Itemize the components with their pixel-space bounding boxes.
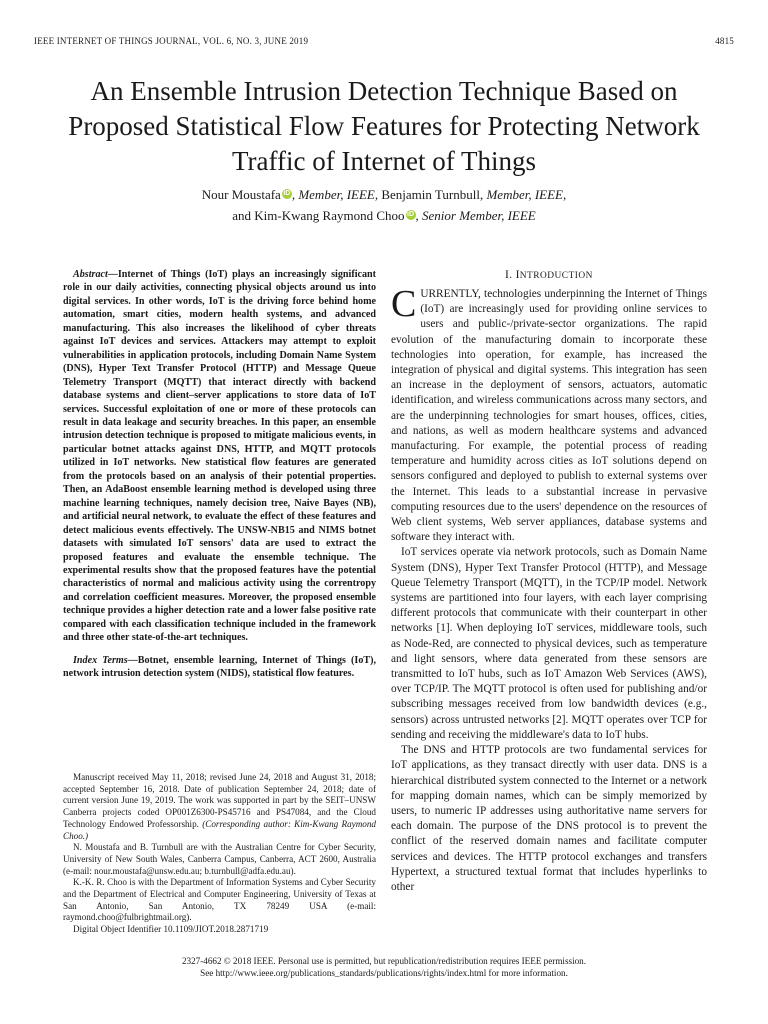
author-affiliation: Member, IEEE, xyxy=(486,187,567,202)
index-terms xyxy=(63,654,376,681)
footnote-dates: Manuscript received May 11, 2018; revised June 24, 2018 and August 31, 2018; accepted September 16, 2018. Date of publication September 24, 2018; date of current version June 19, 2019. The work was supported in part by the SEIT–UNSW Canberra projects coded OP001Z6300-PS45716 and PS47084, and the Cloud Technology Endowed Professorship. xyxy=(63,772,376,829)
footnote xyxy=(63,772,376,936)
section-number: I. xyxy=(505,268,516,281)
right-column xyxy=(391,268,707,895)
author-name: Kim-Kwang Raymond Choo xyxy=(254,208,405,223)
footnote-manuscript xyxy=(63,772,376,842)
paragraph-text: URRENTLY, technologies underpinning the Internet of Things (IoT) are increasingly used for providing online services to users and public-/private-sector organizations. The rapid evolution of the manufacturing domain to incorporate these technologies into operation, for example, has increased the integration of physical and digital systems. This integration has seen an increase in the deployment of sensors, actuators, automatic identification, and wireless communications across many sectors, and are the underpinning technologies for smart houses, offices, cities, and nations, as well as modern healthcare systems and advanced manufacturing. For example, the potential process of reading temperature and humidity across cities as IoT solutions depend on sensors configured and deployed to publish to external systems over the Internet. This leads to a substantial increase in pervasive computing resources due to the users' dependence on the resources of Web client systems, Web server appliances, database systems and software they interact with. xyxy=(391,288,707,544)
journal-name: IEEE INTERNET OF THINGS JOURNAL, VOL. 6, NO. 3, JUNE 2019 xyxy=(34,36,309,46)
orcid-icon[interactable]: iD xyxy=(407,211,415,218)
abstract-text: —Internet of Things (IoT) plays an increasingly significant role in our daily activities, connecting physical objects around us into digital services. In other words, IoT is the driving force behind home automation, smart cities, modern health systems, and advanced manufacturing. This also increases the likelihood of cyber threats against IoT devices and services. Attackers may attempt to exploit vulnerabilities in application protocols, including Domain Name System (DNS), Hyper Text Transfer Protocol (HTTP) and Message Queue Telemetry Transport (MQTT) that interact directly with backend database systems and client–server applications to store data of IoT services. Successful exploitation of one or more of these protocols can result in data leakage and security breaches. In this paper, an ensemble intrusion detection technique is proposed to mitigate malicious events, in particular botnet attacks against DNS, HTTP, and MQTT protocols utilized in IoT networks. New statistical flow features are generated from the protocols based on an analysis of their potential properties. Then, an AdaBoost ensemble learning method is developed using three machine learning techniques, namely decision tree, Naive Bayes (NB), and artificial neural network, to evaluate the effect of these features and detect malicious events effectively. The UNSW-NB15 and NIMS botnet datasets with simulated IoT sensors' data are used to extract the proposed features and evaluate the ensemble technique. The experimental results show that the proposed features have the potential characteristics of normal and malicious activity using the correntropy and correlation coefficient measures. Moreover, the proposed ensemble technique provides a higher detection rate and a lower false positive rate compared with each classification technique included in the framework and three other state-of-the-art techniques. xyxy=(63,269,376,644)
intro-paragraph: The DNS and HTTP protocols are two fundamental services for IoT applications, as they transact directly with user data. DNS is a hierarchical distributed system connected to the Internet or a network for mapping domain names, which can be simply memorized by users, to numeric IP addresses using authoritative name servers for each domain. The purpose of the DNS protocol is to prevent the conflict of the reserved domain names and facilitate computer services and devices. The HTTP protocol exchanges and transfers Hypertext, a structured textual format that includes hyperlinks to other xyxy=(391,744,707,893)
page-number: 4815 xyxy=(715,36,734,46)
section-title-initial: I xyxy=(515,268,520,281)
author-name: Benjamin Turnbull, xyxy=(381,187,487,202)
intro-paragraph xyxy=(391,283,707,545)
section-heading xyxy=(391,268,707,283)
left-column xyxy=(63,268,376,681)
abstract-label: Abstract xyxy=(73,269,108,280)
running-header xyxy=(34,36,734,46)
author-conjunction: and xyxy=(232,208,255,223)
rights-url[interactable]: See http://www.ieee.org/publications_standards/publications/rights/index.html for more information. xyxy=(200,968,568,978)
corresponding-author: (Corresponding author: Kim-Kwang Raymond Choo.) xyxy=(63,818,376,841)
intro-paragraph: IoT services operate via network protocols, such as Domain Name System (DNS), Hyper Text Transfer Protocol (HTTP), and Message Queue Telemetry Transport (MQTT), in the TCP/IP model. Network systems are partitioned into four layers, with each layer comprising different protocols that communicate with their counterpart in other networks [1]. When deploying IoT services, middleware tools, such as Node-Red, are connected to physical devices, such as temperature and light sensors, where data generated from these sensors are transmitted to IoT hubs, such as IoT Amazon Web Services (AWS), over TCP/IP. The MQTT protocol is often used for publishing and/or subscribing messages received from low bandwidth devices (e.g., sensors) across untrusted networks [2]. MQTT operates over TCP for sending and receiving the middleware's data to IoT hubs. xyxy=(391,546,707,741)
drop-cap: C xyxy=(391,283,417,325)
section-title: NTRODUCTION xyxy=(519,271,593,281)
copyright-line: 2327-4662 © 2018 IEEE. Personal use is permitted, but republication/redistribution requires IEEE permission. xyxy=(181,956,587,966)
copyright-notice xyxy=(40,955,728,979)
author-name: Nour Moustafa xyxy=(201,187,281,202)
abstract xyxy=(63,268,376,645)
author-affiliation: , Member, IEEE, xyxy=(291,187,382,202)
footnote-affiliation: K.-K. R. Choo is with the Department of Information Systems and Cyber Security and the Department of Electrical and Computer Engineering, University of Texas at San Antonio, San Antonio, TX 78249 USA (e-mail: raymond.choo@fulbrightmail.org). xyxy=(63,877,376,923)
author-affiliation: , Senior Member, IEEE xyxy=(415,208,536,223)
index-terms-text: —Botnet, ensemble learning, Internet of Things (IoT), network intrusion detection system (NIDS), statistical flow features. xyxy=(63,654,376,680)
paper-title: An Ensemble Intrusion Detection Technique Based on Proposed Statistical Flow Features for Protecting Network Traffic of Internet of Things xyxy=(68,76,700,176)
footnote-affiliation: N. Moustafa and B. Turnbull are with the Australian Centre for Cyber Security, University of New South Wales, Canberra Campus, Canberra, ACT 2600, Australia (e-mail: nour.moustafa@unsw.edu.au; b.turnbull@adfa.edu.au). xyxy=(63,842,376,876)
footnote-doi: Digital Object Identifier 10.1109/JIOT.2018.2871719 xyxy=(73,924,269,935)
orcid-icon[interactable]: iD xyxy=(283,190,291,197)
author-block xyxy=(60,184,708,226)
index-terms-label: Index Terms xyxy=(73,654,128,666)
